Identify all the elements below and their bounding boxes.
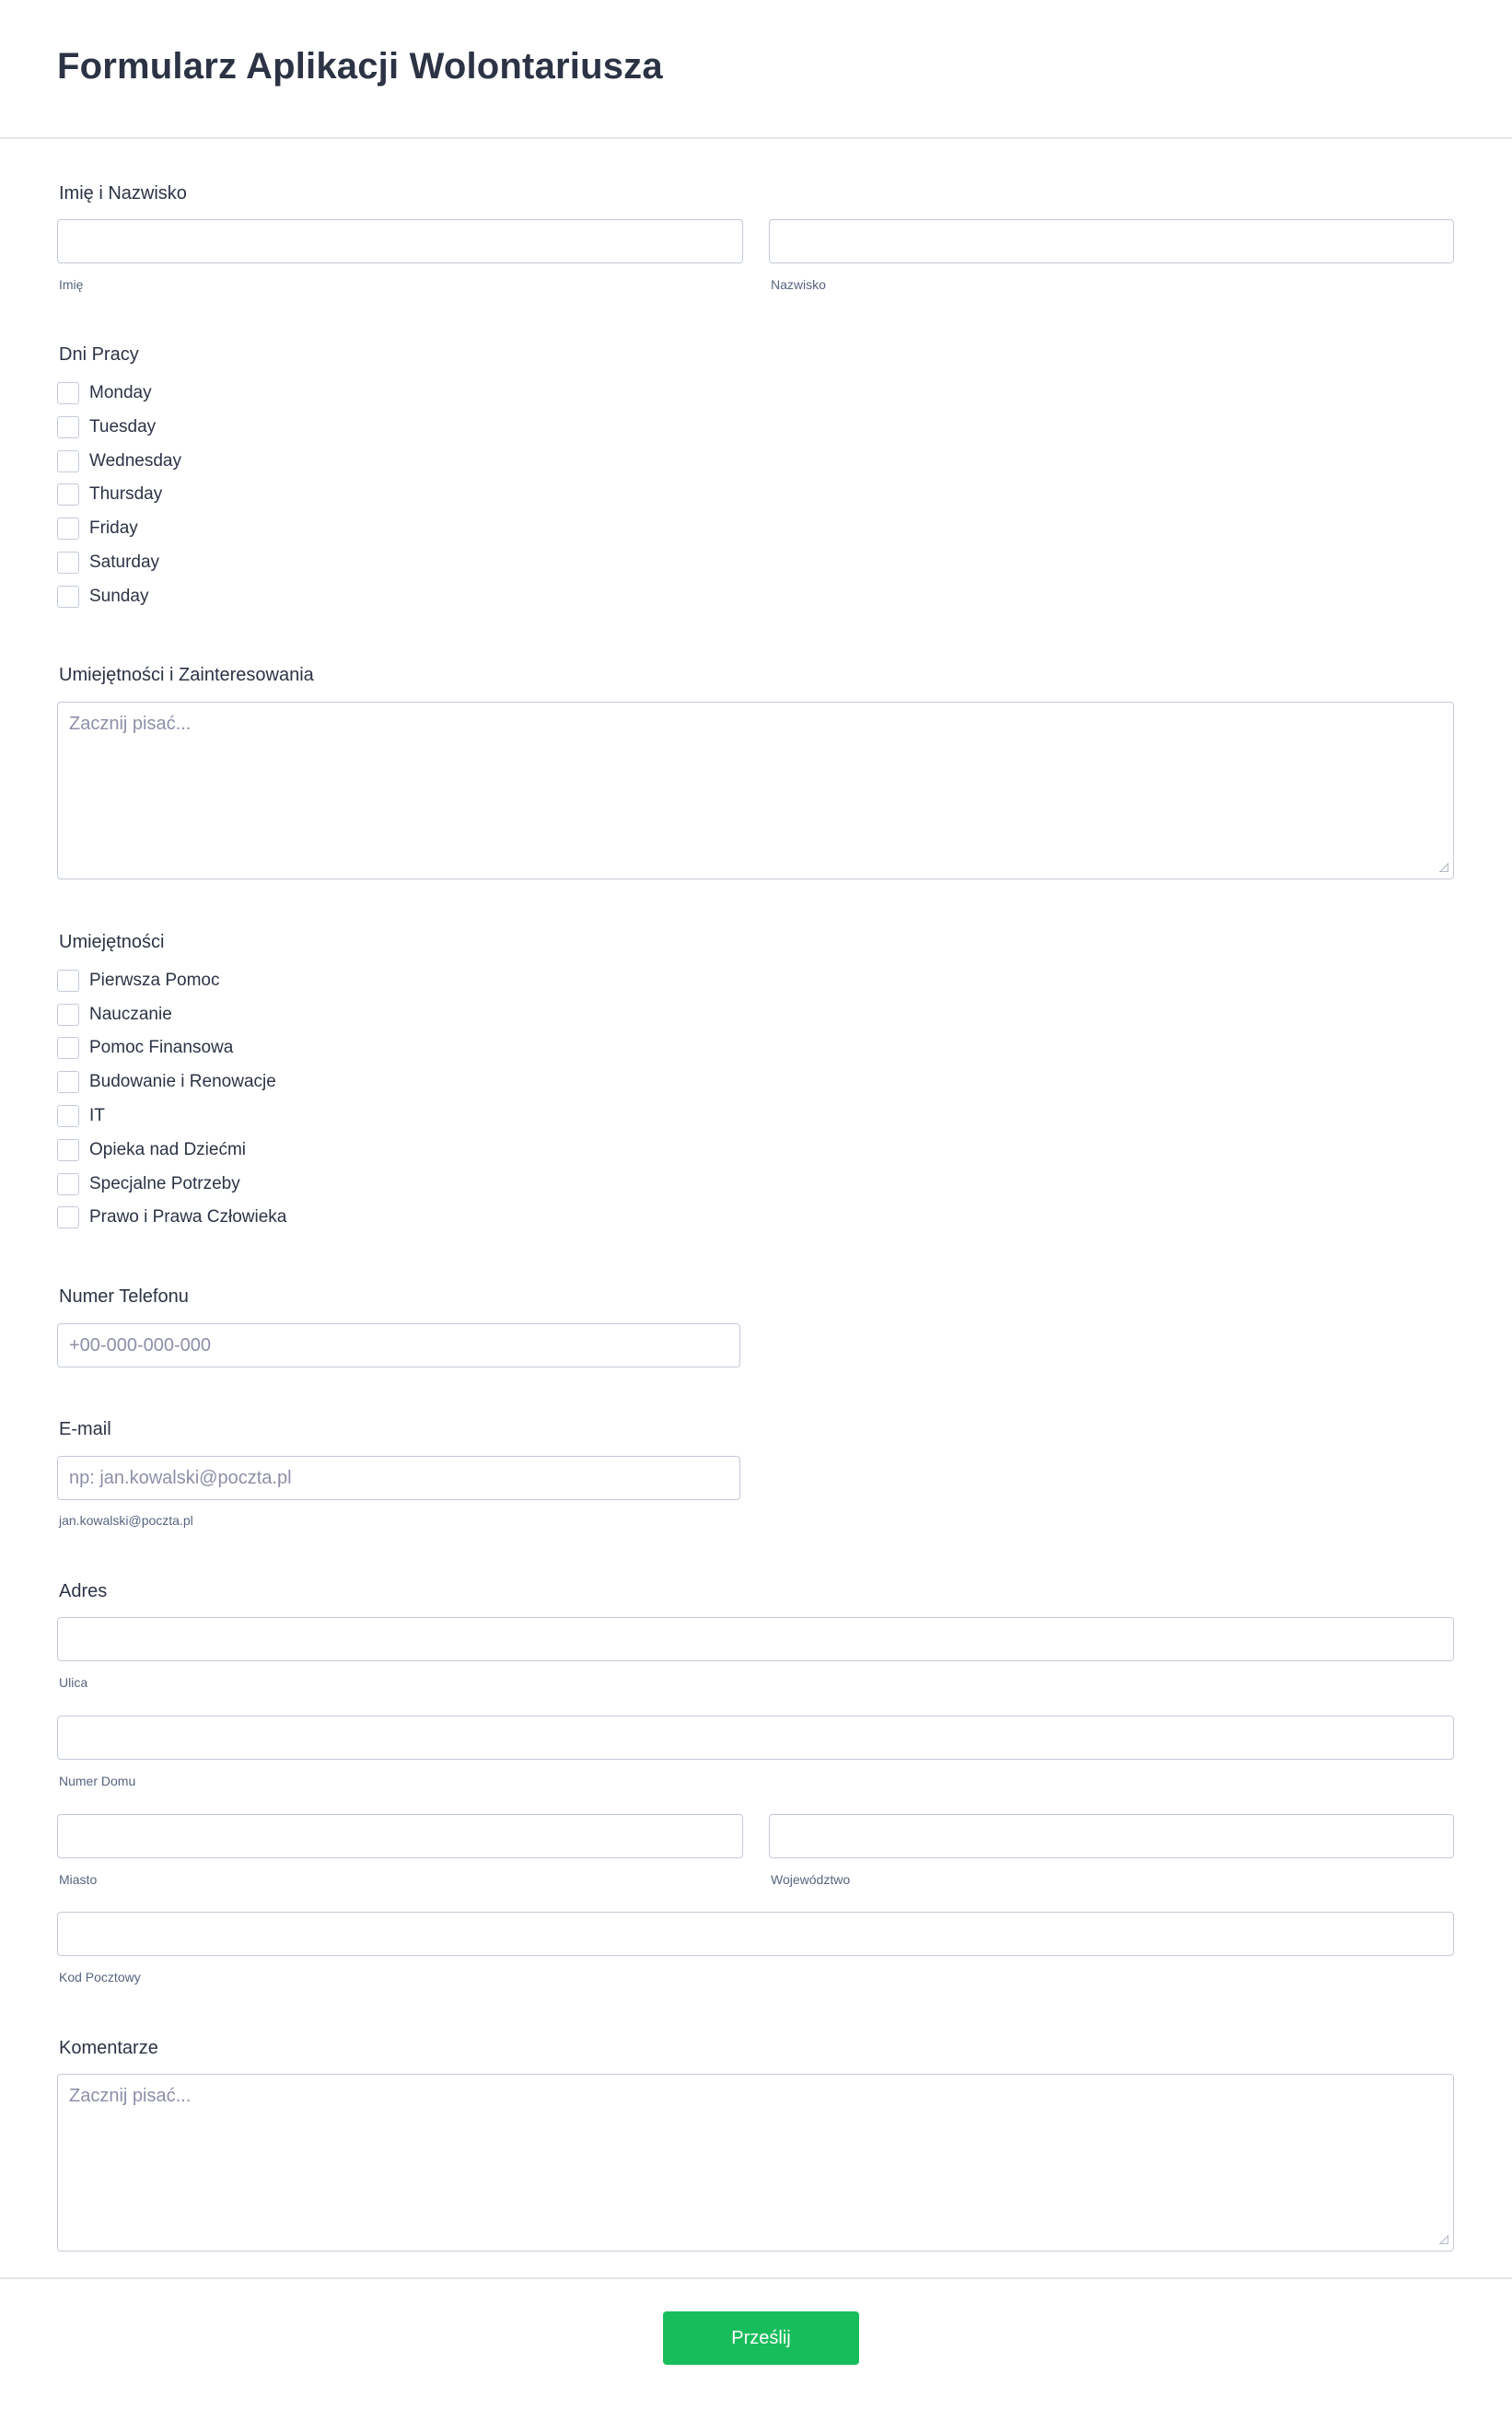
city-input[interactable] [57, 1814, 743, 1858]
day-option-friday[interactable]: Friday [57, 517, 138, 541]
resize-grip-icon[interactable] [1439, 863, 1448, 872]
day-option-saturday[interactable]: Saturday [57, 551, 159, 575]
skills-label: Umiejętności [59, 932, 165, 952]
phone-input[interactable] [57, 1323, 740, 1367]
first-name-input[interactable] [57, 219, 743, 263]
checkbox[interactable] [57, 1071, 79, 1093]
skill-option-building[interactable]: Budowanie i Renowacje [57, 1070, 276, 1094]
resize-grip-icon[interactable] [1439, 2235, 1448, 2244]
checkbox[interactable] [57, 1004, 79, 1026]
skill-option-first-aid[interactable]: Pierwsza Pomoc [57, 969, 220, 993]
checkbox[interactable] [57, 1173, 79, 1195]
last-name-sublabel: Nazwisko [771, 277, 826, 292]
skill-option-childcare[interactable]: Opieka nad Dziećmi [57, 1138, 246, 1162]
checkbox[interactable] [57, 970, 79, 992]
first-name-sublabel: Imię [59, 277, 84, 292]
address-label: Adres [59, 1581, 108, 1601]
skill-option-teaching[interactable]: Nauczanie [57, 1003, 172, 1027]
checkbox[interactable] [57, 518, 79, 540]
email-label: E-mail [59, 1419, 111, 1439]
skill-option-it[interactable]: IT [57, 1104, 105, 1128]
zip-code-input[interactable] [57, 1912, 1454, 1956]
checkbox[interactable] [57, 1105, 79, 1127]
comments-label: Komentarze [59, 2038, 158, 2058]
house-number-sublabel: Numer Domu [59, 1774, 136, 1788]
day-option-sunday[interactable]: Sunday [57, 585, 148, 609]
interests-label: Umiejętności i Zainteresowania [59, 665, 314, 685]
checkbox[interactable] [57, 586, 79, 608]
street-input[interactable] [57, 1617, 1454, 1661]
state-sublabel: Województwo [771, 1872, 851, 1887]
day-option-wednesday[interactable]: Wednesday [57, 449, 181, 473]
checkbox[interactable] [57, 382, 79, 404]
house-number-input[interactable] [57, 1716, 1454, 1760]
checkbox[interactable] [57, 1037, 79, 1059]
day-option-tuesday[interactable]: Tuesday [57, 415, 156, 439]
page-title: Formularz Aplikacji Wolontariusza [57, 46, 663, 87]
state-input[interactable] [769, 1814, 1454, 1858]
checkbox[interactable] [57, 1206, 79, 1228]
form-header [0, 0, 1512, 139]
checkbox[interactable] [57, 552, 79, 574]
email-sublabel: jan.kowalski@poczta.pl [59, 1513, 193, 1528]
checkbox[interactable] [57, 483, 79, 506]
street-sublabel: Ulica [59, 1675, 88, 1690]
skill-option-special-needs[interactable]: Specjalne Potrzeby [57, 1172, 240, 1196]
day-option-thursday[interactable]: Thursday [57, 483, 162, 506]
day-option-monday[interactable]: Monday [57, 381, 152, 405]
checkbox[interactable] [57, 1139, 79, 1161]
days-label: Dni Pracy [59, 344, 139, 365]
email-input[interactable] [57, 1456, 740, 1500]
name-label: Imię i Nazwisko [59, 183, 187, 204]
checkbox[interactable] [57, 416, 79, 438]
skill-option-law[interactable]: Prawo i Prawa Człowieka [57, 1205, 286, 1229]
last-name-input[interactable] [769, 219, 1454, 263]
interests-textarea[interactable] [57, 702, 1454, 879]
checkbox[interactable] [57, 450, 79, 472]
comments-textarea[interactable] [57, 2074, 1454, 2252]
city-sublabel: Miasto [59, 1872, 98, 1887]
skill-option-financial-help[interactable]: Pomoc Finansowa [57, 1036, 233, 1060]
phone-label: Numer Telefonu [59, 1286, 189, 1307]
submit-button[interactable]: Prześlij [663, 2311, 859, 2365]
zip-code-sublabel: Kod Pocztowy [59, 1970, 141, 1984]
